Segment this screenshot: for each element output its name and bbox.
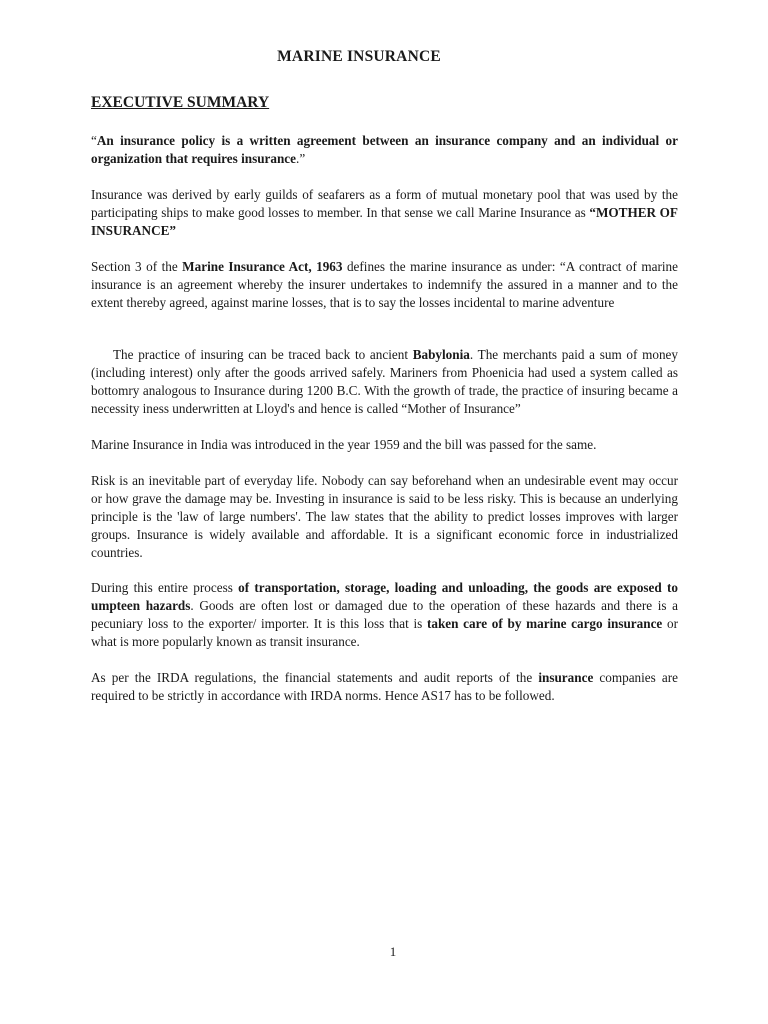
transit-pre: During this entire process [91, 580, 239, 595]
paragraph-transit [91, 579, 678, 651]
document-title: MARINE INSURANCE [277, 48, 441, 65]
page-number: 1 [389, 944, 397, 959]
transit-bold-hazards: of transportation, storage, loading and unloading, the goods are exposed to umpteen hazards [91, 580, 679, 613]
transit-bold-cargo: taken care of by marine cargo insurance [426, 616, 663, 631]
irda-bold: insurance [538, 670, 594, 685]
quote-text: An insurance policy is a written agreement between an insurance company and an individual or organization that requires insurance [91, 133, 678, 166]
irda-pre: As per the IRDA regulations, the financial statements and audit reports of the [91, 670, 539, 685]
paragraph-irda [91, 669, 678, 705]
act-pre: Section 3 of the [91, 259, 183, 274]
history-post: . The merchants paid a sum of money (including interest) only after the goods arrived safely. Mariners from Phoenicia had used a system called as bottomry analogous to Insurance during 1200 B.C. With the growth of trade, the practice of insuring became a necessity iness underwritten at Lloyd's and hence is called “Mother of Insurance” [91, 347, 678, 416]
paragraph-definition-quote [91, 132, 678, 168]
irda-post: companies are required to be strictly in accordance with IRDA norms. Hence AS17 has to be followed. [91, 670, 678, 703]
act-name: Marine Insurance Act, 1963 [182, 259, 343, 274]
quote-close: .” [296, 151, 306, 166]
section-heading: EXECUTIVE SUMMARY [91, 94, 270, 111]
act-post: defines the marine insurance as under: “A contract of marine insurance is an agreement whereby the insurer undertakes to indemnify the assured in a manner and to the extent thereby agreed, against marine losses, that is to say the losses incidental to marine adventure [91, 259, 678, 310]
paragraph-act-definition [91, 258, 678, 312]
mother-of-insurance-phrase: “MOTHER OF INSURANCE” [91, 205, 678, 238]
paragraph-origin [91, 186, 678, 240]
paragraph-risk: Risk is an inevitable part of everyday life. Nobody can say beforehand when an undesirable event may occur or how grave the damage may be. Investing in insurance is said to be less risky. This is because an underlying principle is the 'law of large numbers'. The law states that the ability to predict losses improves with larger groups. Insurance is widely available and affordable. It is a significant economic force in industrialized countries. [91, 473, 678, 560]
paragraph-history [91, 346, 678, 418]
transit-mid: . Goods are often lost or damaged due to the operation of these hazards and there is a pecuniary loss to the exporter/ importer. It is this loss that is [91, 598, 678, 631]
transit-post: or what is more popularly known as transit insurance. [91, 616, 678, 649]
babylonia-term: Babylonia [412, 347, 470, 362]
quote-open: “ [91, 133, 97, 148]
paragraph-india: Marine Insurance in India was introduced in the year 1959 and the bill was passed for the same. [91, 437, 597, 452]
paragraph-origin-text: Insurance was derived by early guilds of seafarers as a form of mutual monetary pool that was used by the participating ships to make good losses to member. In that sense we call Marine Insurance as [91, 187, 678, 220]
history-pre: The practice of insuring can be traced back to ancient [113, 347, 413, 362]
